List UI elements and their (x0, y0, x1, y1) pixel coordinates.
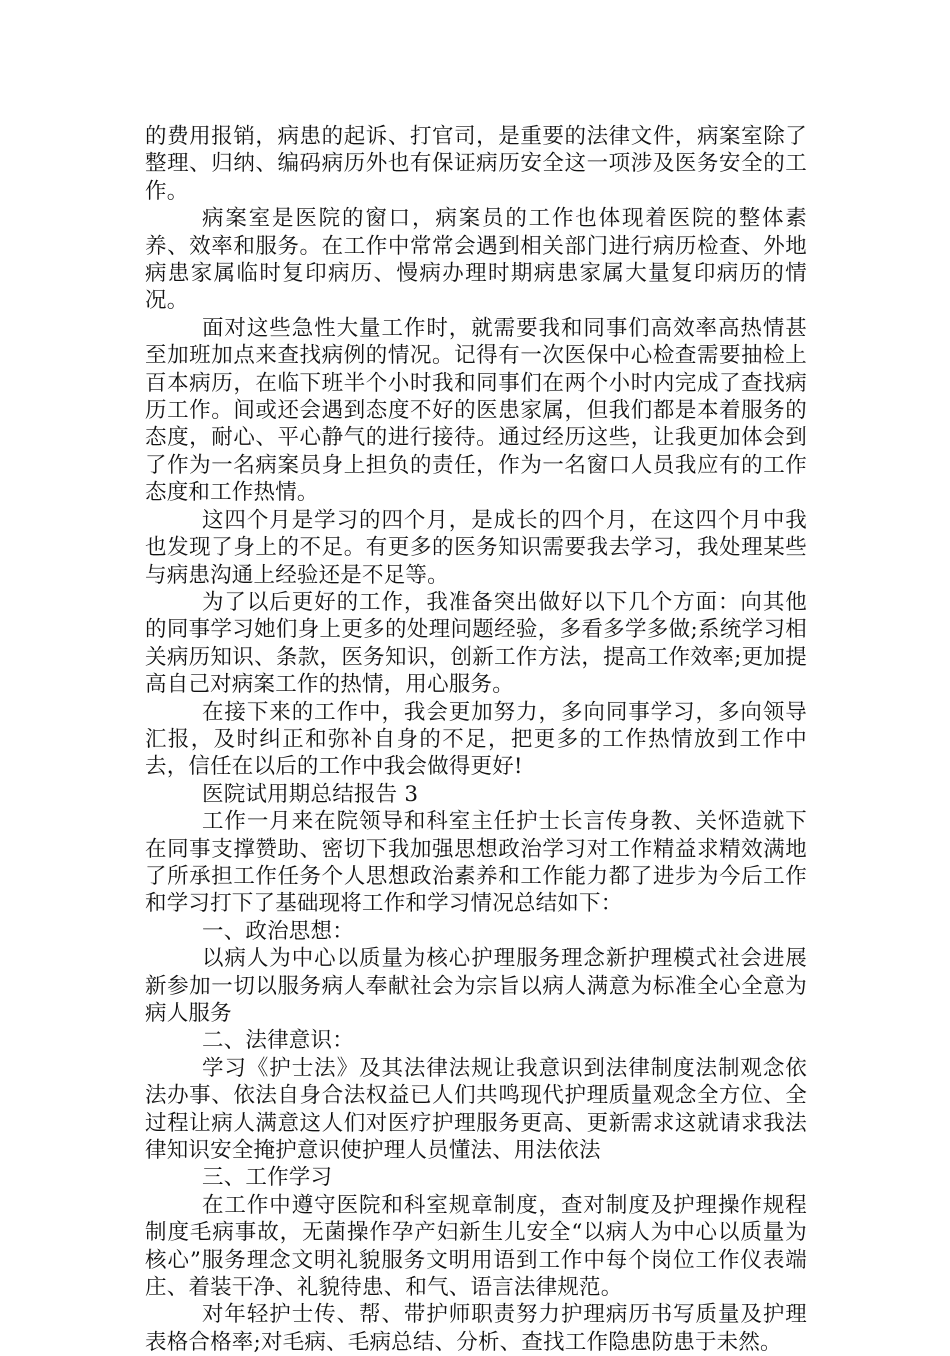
paragraph: 三、工作学习 (202, 1165, 333, 1191)
paragraph: 学习《护士法》及其法律法规让我意识到法律制度法制观念依法办事、依法自身合法权益已人们共鸣现代护理质量观念全方位、全过程让病人满意这人们对医疗护理服务更高、更新需求这就请求我法律知识安全掩护意识使护理人员懂法、用法依法 (145, 1055, 807, 1164)
paragraph: 二、法律意识： (202, 1028, 354, 1054)
paragraph: 病案室是医院的窗口，病案员的工作也体现着医院的整体素养、效率和服务。在工作中常常会遇到相关部门进行病历检查、外地病患家属临时复印病历、慢病办理时期病患家属大量复印病历的情况。 (145, 206, 807, 314)
paragraph: 在接下来的工作中，我会更加努力，多向同事学习，多向领导汇报，及时纠正和弥补自身的不足，把更多的工作热情放到工作中去，信任在以后的工作中我会做得更好! (145, 699, 807, 780)
paragraph: 这四个月是学习的四个月，是成长的四个月，在这四个月中我也发现了身上的不足。有更多的医务知识需要我去学习，我处理某些与病患沟通上经验还是不足等。 (145, 507, 807, 588)
paragraph: 的费用报销，病患的起诉、打官司，是重要的法律文件，病案室除了整理、归纳、编码病历外也有保证病历安全这一项涉及医务安全的工作。 (145, 124, 807, 204)
paragraph: 面对这些急性大量工作时，就需要我和同事们高效率高热情甚至加班加点来查找病例的情况。记得有一次医保中心检查需要抽检上百本病历，在临下班半个小时我和同事们在两个小时内完成了查找病历工作。间或还会遇到态度不好的医患家属，但我们都是本着服务的态度，耐心、平心静气的进行接待。通过经历这些，让我更加体会到了作为一名病案员身上担负的责任，作为一名窗口人员我应有的工作态度和工作热情。 (145, 315, 807, 506)
paragraph: 对年轻护士传、帮、带护师职责努力护理病历书写质量及护理表格合格率;对毛病、毛病总结、分析、查找工作隐患防患于未然。 (145, 1302, 807, 1355)
paragraph: 工作一月来在院领导和科室主任护士长言传身教、关怀造就下在同事支撑赞助、密切下我加强思想政治学习对工作精益求精效满地了所承担工作任务个人思想政治素养和工作能力都了进步为今后工作和学习打下了基础现将工作和学习情况总结如下： (145, 809, 807, 917)
paragraph: 一、政治思想： (202, 918, 354, 944)
paragraph: 为了以后更好的工作，我准备突出做好以下几个方面：向其他的同事学习她们身上更多的处理问题经验，多看多学多做;系统学习相关病历知识、条款，医务知识，创新工作方法，提高工作效率;更加提高自己对病案工作的热情，用心服务。 (145, 589, 807, 698)
paragraph: 以病人为中心以质量为核心护理服务理念新护理模式社会进展新参加一切以服务病人奉献社会为宗旨以病人满意为标准全心全意为病人服务 (145, 946, 807, 1026)
document-page (145, 123, 807, 1356)
paragraph: 在工作中遵守医院和科室规章制度，查对制度及护理操作规程制度毛病事故，无菌操作孕产妇新生儿安全“以病人为中心以质量为核心”服务理念文明礼貌服务文明用语到工作中每个岗位工作仪表端庄、着装干净、礼貌待患、和气、语言法律规范。 (145, 1192, 807, 1301)
paragraph: 医院试用期总结报告 3 (202, 781, 419, 807)
